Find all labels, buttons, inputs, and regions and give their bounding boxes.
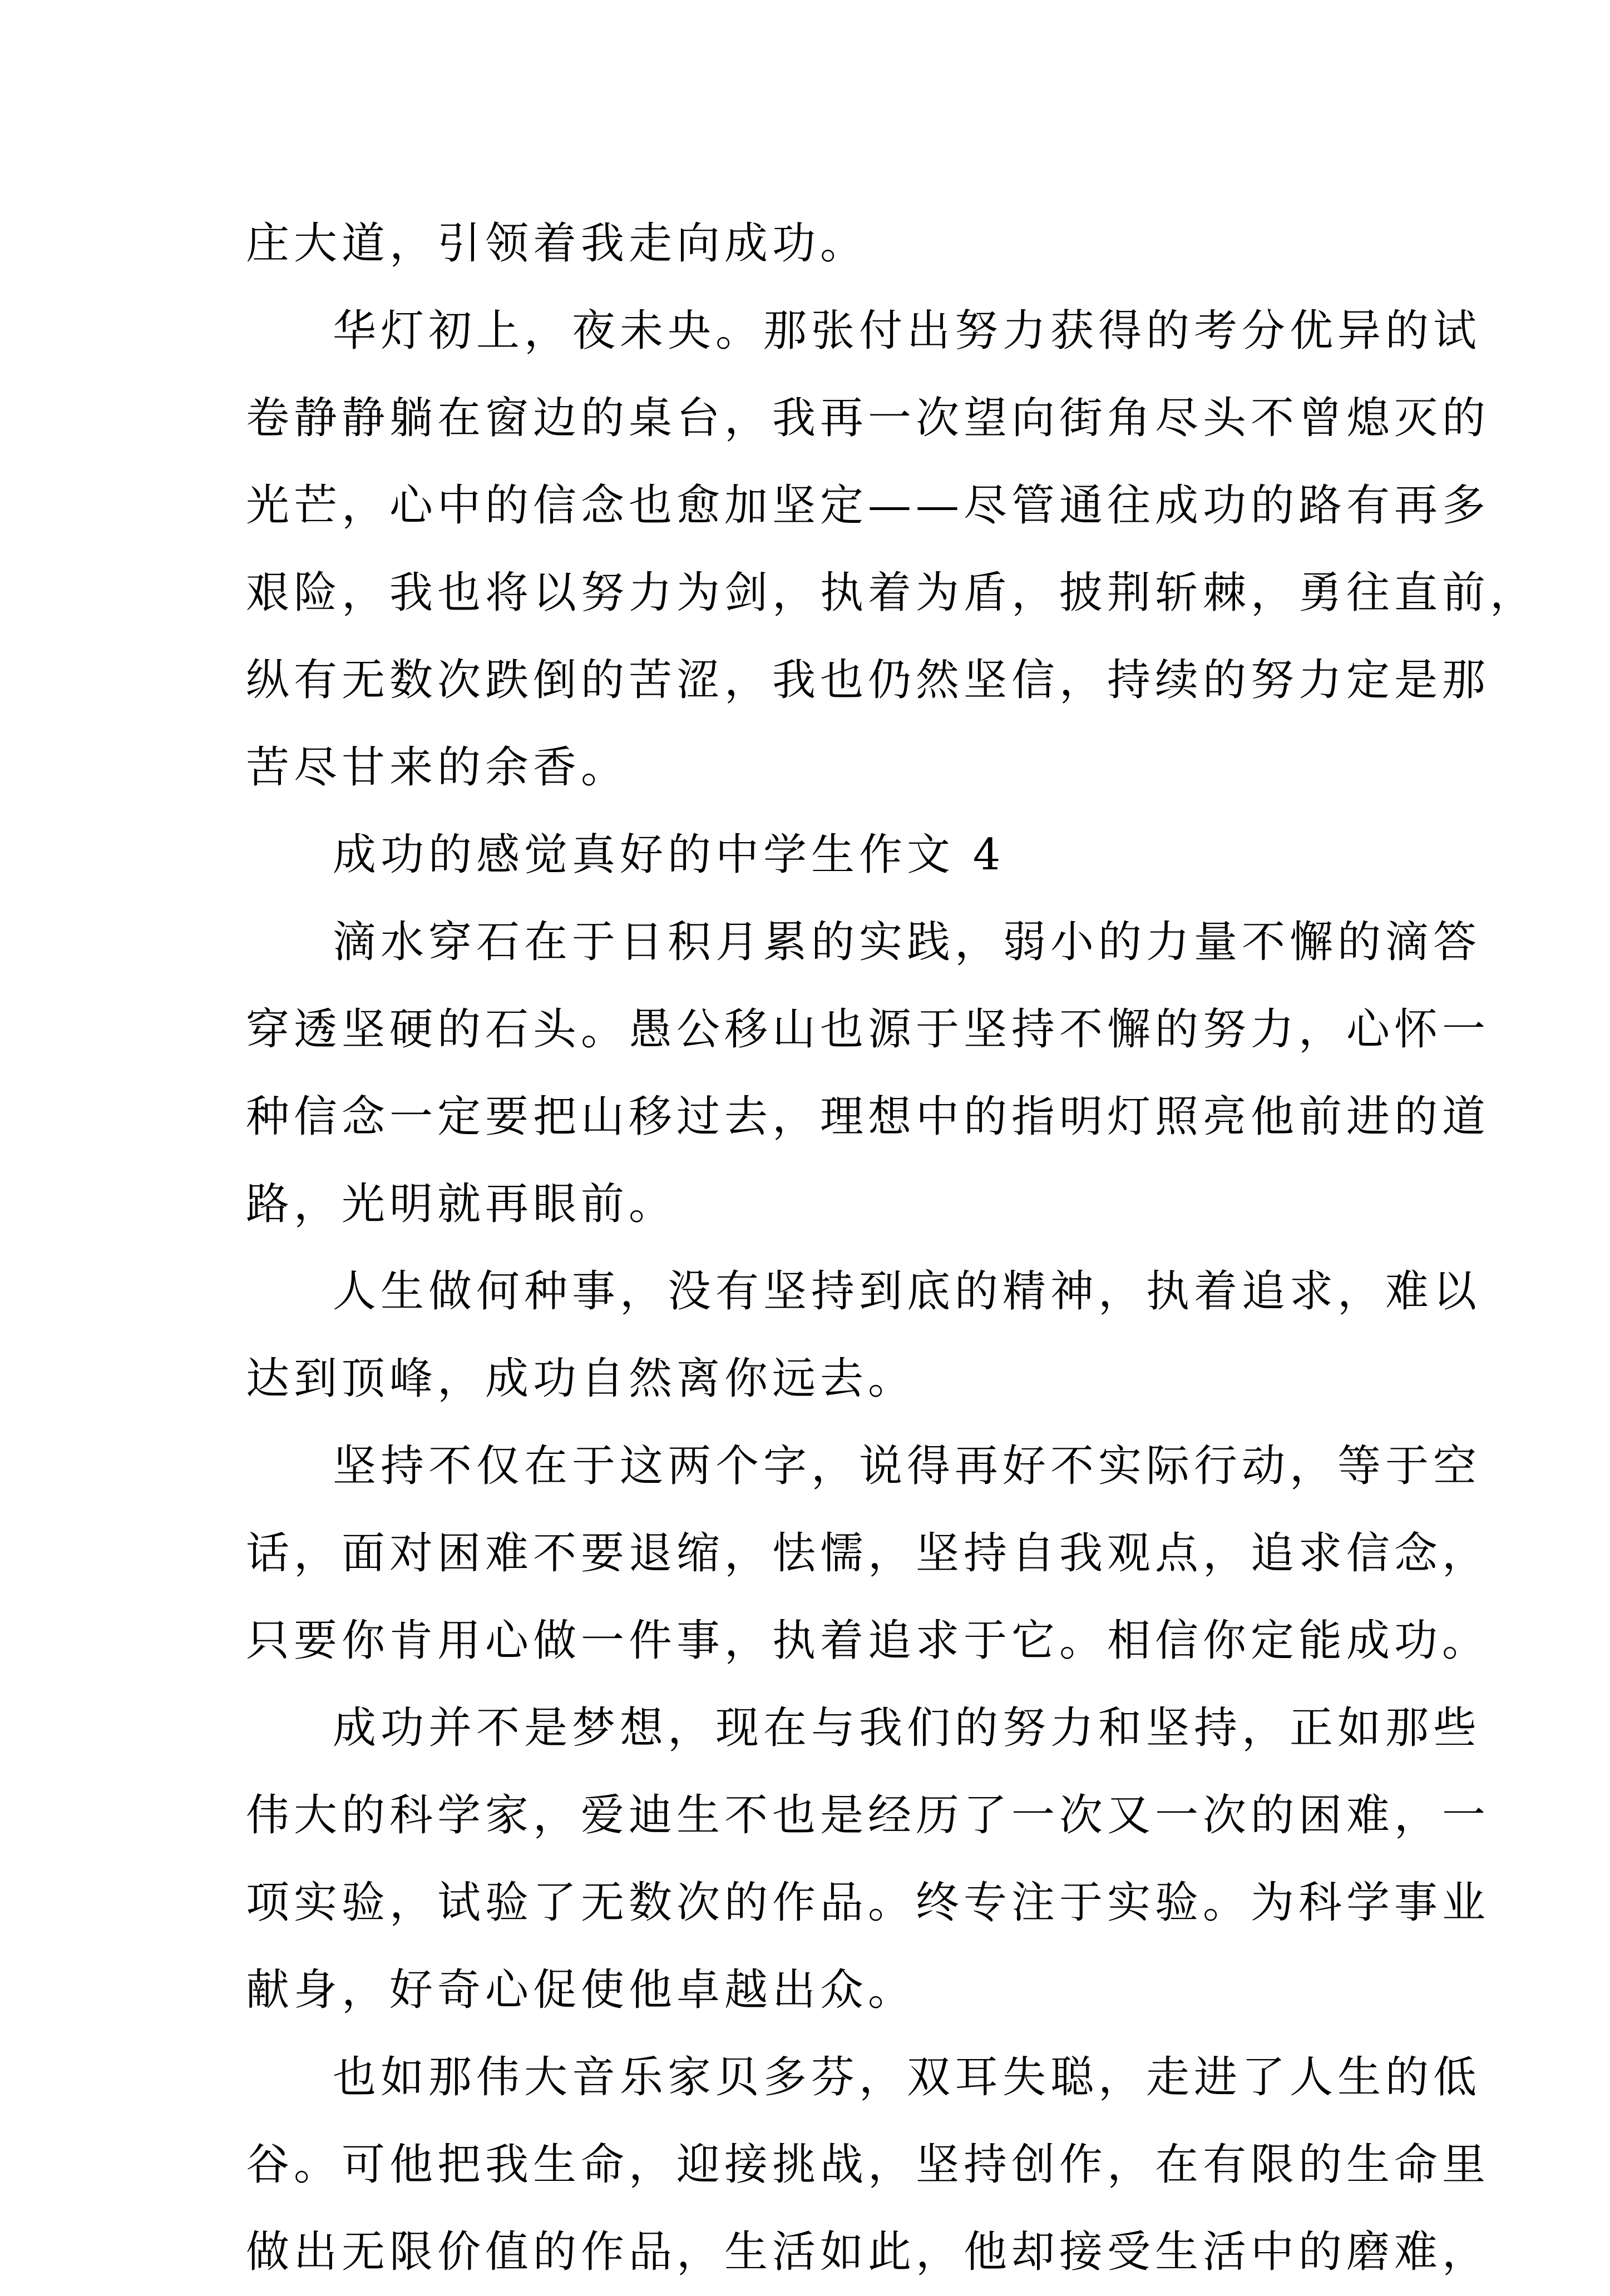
text-line: 滴水穿石在于日积月累的实践，弱小的力量不懈的滴答 [333, 917, 1481, 967]
text-line: 伟大的科学家，爱迪生不也是经历了一次又一次的困难，一 [246, 1790, 1490, 1840]
text-line: 成功并不是梦想，现在与我们的努力和坚持，正如那些 [333, 1703, 1481, 1753]
text-line: 纵有无数次跌倒的苦涩，我也仍然坚信，持续的努力定是那 [246, 655, 1490, 705]
text-line: 人生做何种事，没有坚持到底的精神，执着追求，难以 [333, 1266, 1481, 1317]
text-line: 卷静静躺在窗边的桌台，我再一次望向街角尽头不曾熄灭的 [246, 393, 1490, 443]
text-line: 谷。可他把我生命，迎接挑战，坚持创作，在有限的生命里 [246, 2140, 1490, 2190]
text-line: 献身，好奇心促使他卓越出众。 [246, 1965, 916, 2015]
text-line: 艰险，我也将以努力为剑，执着为盾，披荆斩棘，勇往直前， [246, 568, 1538, 618]
text-line: 苦尽甘来的余香。 [246, 743, 629, 793]
text-line: 做出无限价值的作品，生活如此，他却接受生活中的磨难， [246, 2227, 1490, 2277]
text-line: 穿透坚硬的石头。愚公移山也源于坚持不懈的努力，心怀一 [246, 1004, 1490, 1055]
text-line: 光芒，心中的信念也愈加坚定——尽管通往成功的路有再多 [246, 481, 1490, 531]
body-text [246, 200, 1538, 2296]
text-line: 华灯初上，夜未央。那张付出努力获得的考分优异的试 [333, 306, 1481, 356]
text-line: 也如那伟大音乐家贝多芬，双耳失聪，走进了人生的低 [333, 2052, 1481, 2102]
text-line: 只要你肯用心做一件事，执着追求于它。相信你定能成功。 [246, 1616, 1490, 1666]
text-line: 坚持不仅在于这两个字，说得再好不实际行动，等于空 [333, 1441, 1481, 1491]
text-line: 项实验，试验了无数次的作品。终专注于实验。为科学事业 [246, 1878, 1490, 1928]
section-heading: 成功的感觉真好的中学生作文 4 [333, 830, 1005, 880]
text-line: 话，面对困难不要退缩，怯懦，坚持自我观点，追求信念， [246, 1528, 1490, 1578]
text-line: 种信念一定要把山移过去，理想中的指明灯照亮他前进的道 [246, 1092, 1490, 1142]
text-line: 庄大道，引领着我走向成功。 [246, 219, 868, 269]
text-line: 路，光明就再眼前。 [246, 1179, 677, 1229]
text-line: 达到顶峰，成功自然离你远去。 [246, 1354, 916, 1404]
